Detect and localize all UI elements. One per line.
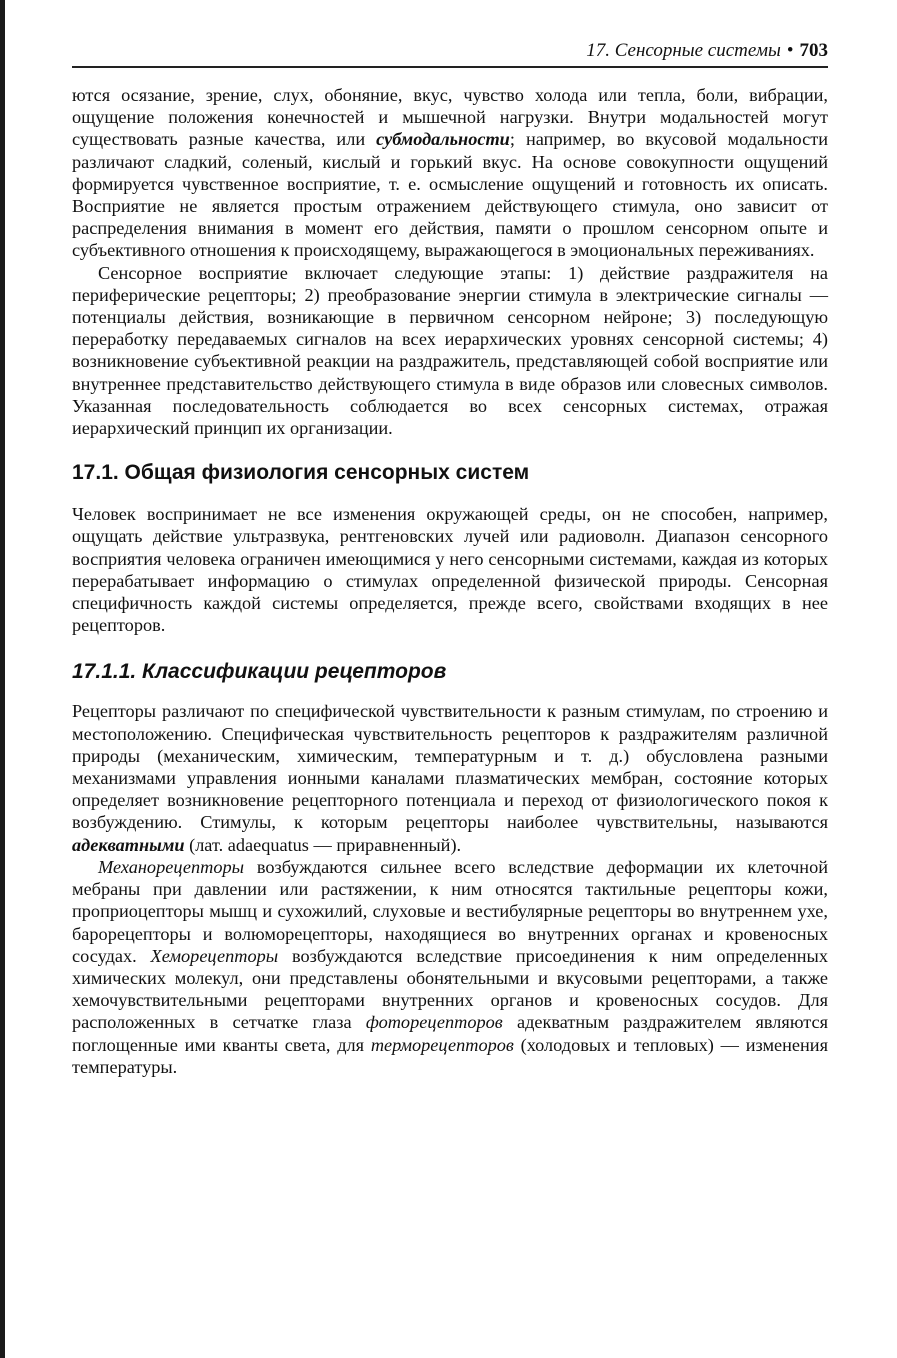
- subsection-heading: 17.1.1. Классификации рецепторов: [72, 660, 447, 684]
- book-page: [72, 40, 828, 1078]
- section-heading: 17.1. Общая физиология сенсорных систем: [72, 461, 530, 485]
- paragraph-1: [72, 84, 828, 262]
- subsection-paragraph-1-text-b: (лат. adaequatus — приравненный).: [184, 834, 462, 855]
- paragraph-2: Сенсорное восприятие включает следующие этапы: 1) действие раздражителя на периферические рецепторы; 2) преобразование энергии стимула в электрические сигналы — потенциалы действия, возникающие в первичном сенсорном нейроне; 3) последующую переработку передаваемых сигналов на всех иерархических уровнях сенсорной системы; 4) возникновение субъективной реакции на раздражитель, представляющей собой восприятие или внутреннее представительство действующего стимула в виде образов или словесных символов. Указанная последовательность соблюдается во всех сенсорных системах, отражая иерархический принцип их организации.: [72, 262, 828, 439]
- subsection-paragraph-2-text-a: возбуждаются сильнее всего вследствие деформации их клеточной мебраны при давлении или растяжении, к ним относятся тактильные рецепторы кожи, проприоцепторы мышц и сухожилий, слуховые и вестибулярные рецепторы во внутреннем ухе, барорецепторы и волюморецепторы, находящиеся во внутренних органах и кровеносных сосудах.: [72, 856, 828, 966]
- page-number: 703: [799, 40, 828, 61]
- subsection-paragraph-2: [72, 856, 828, 1078]
- term-photoreceptors: фоторецепторов: [365, 1012, 503, 1033]
- scan-edge: [0, 0, 5, 1358]
- chapter-title: 17. Сенсорные системы: [586, 40, 781, 61]
- body-text: [72, 84, 828, 1078]
- term-submodalities: субмодальности: [376, 129, 510, 150]
- subsection-paragraph-2-text-d: (холодовых и тепловых) — изменения температуры.: [72, 1034, 828, 1077]
- section-paragraph: Человек воспринимает не все изменения окружающей среды, он не способен, например, ощущать действие ультразвука, рентгеновских лучей или радиоволн. Диапазон сенсорного восприятия человека ограничен имеющимися у него сенсорными системами, каждая из которых перерабатывает информацию о стимулах определенной физической природы. Сенсорная специфичность каждой системы определяется, прежде всего, свойствами входящих в нее рецепторов.: [72, 504, 828, 636]
- header-separator: •: [786, 40, 794, 61]
- term-thermoreceptors: терморецепторов: [370, 1034, 514, 1055]
- subsection-paragraph-2-text-b: возбуждаются вследствие присоединения к ним определенных химических молекул, они представлены обонятельными и вкусовыми рецепторами, а также хемочувствительными рецепторами внутренних органов и кровеносных сосудов. Для расположенных в сетчатке глаза: [72, 945, 828, 1033]
- term-mechanoreceptors: Механорецепторы: [98, 856, 245, 877]
- paragraph-1-text-b: ; например, во вкусовой модальности различают сладкий, соленый, кислый и горький вкус. На основе совокупности ощущений формируется чувственное восприятие, т. е. осмысление ощущений и готовность их описать. Восприятие не является простым отражением действующего стимула, оно зависит от распределения внимания в момент его действия, памяти о прошлом сенсорном опыте и субъективного отношения к происходящему, выражающегося в эмоциональных переживаниях.: [72, 129, 828, 261]
- running-head: [72, 40, 828, 68]
- term-chemoreceptors: Хеморецепторы: [150, 945, 279, 966]
- subsection-paragraph-1: [72, 700, 828, 855]
- term-adequate: адекватными: [72, 834, 185, 855]
- subsection-paragraph-1-text-a: Рецепторы различают по специфической чувствительности к разным стимулам, по строению и местоположению. Специфическая чувствительность рецепторов к раздражителям различной природы (механическим, химическим, температурным и т. д.) обусловлена разными механизмами управления ионными каналами плазматических мембран, состояние которых определяет возникновение рецепторного потенциала и переход от физиологического покоя к возбуждению. Стимулы, к которым рецепторы наиболее чувствительны, называются: [72, 701, 828, 833]
- subsection-paragraph-2-text-c: адекватным раздражителем являются поглощенные ими кванты света, для: [72, 1012, 828, 1055]
- paragraph-1-text-a: ются осязание, зрение, слух, обоняние, вкус, чувство холода или тепла, боли, вибрации, ощущение положения конечностей и мышечной нагрузки. Внутри модальностей могут существовать разные качества, или: [72, 85, 828, 150]
